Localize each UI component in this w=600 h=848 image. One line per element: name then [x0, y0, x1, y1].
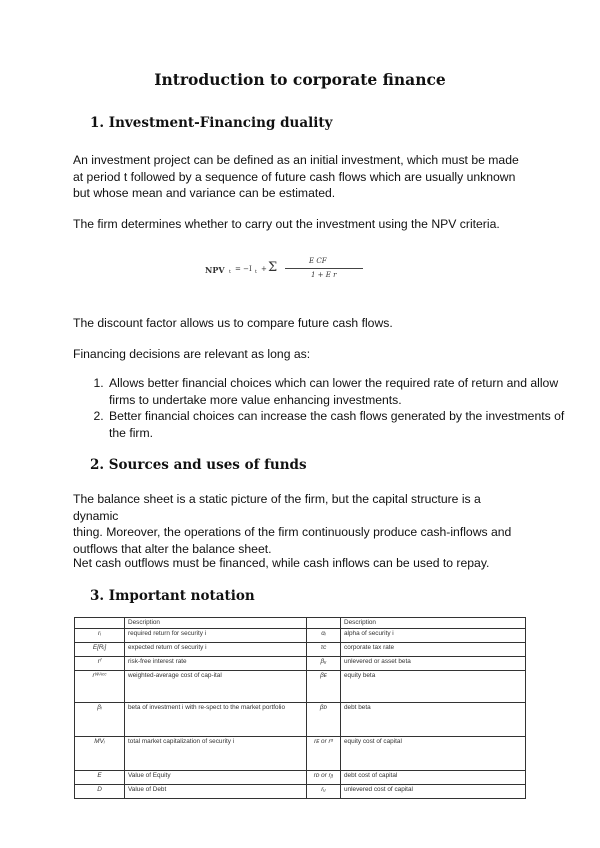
symbol-cell: αᵢ: [307, 629, 341, 643]
description-cell: equity beta: [341, 671, 526, 703]
text-line: at period t followed by a sequence of future cash flows which are usually unknown: [73, 169, 516, 184]
financing-decisions-list: [73, 375, 567, 441]
description-cell: corporate tax rate: [341, 643, 526, 657]
symbol-cell: E: [75, 771, 125, 785]
section-2-paragraph-2: Net cash outflows must be financed, while cash inflows can be used to repay.: [73, 556, 490, 570]
symbol-cell: MVᵢ: [75, 737, 125, 771]
description-cell: Value of Equity: [125, 771, 307, 785]
table-row: [75, 785, 526, 799]
table-row: [75, 629, 526, 643]
symbol-cell: rᵂᴬᶜᶜ: [75, 671, 125, 703]
formula-sum: Σ: [268, 260, 278, 275]
text-line: An investment project can be defined as an initial investment, which must be made: [73, 153, 519, 167]
formula-lhs: NPV: [205, 265, 225, 275]
text-line: but whose mean and variance can be estimated.: [73, 186, 336, 200]
text-line: outflows that alter the balance sheet.: [73, 541, 272, 556]
section-3-heading: 3. Important notation: [90, 588, 255, 604]
description-cell: total market capitalization of security i: [125, 737, 307, 771]
table-header-cell: Description: [125, 618, 307, 629]
symbol-cell: rᴅ or rᵦ: [307, 771, 341, 785]
description-cell: Value of Debt: [125, 785, 307, 799]
formula-denominator: 1 + E r: [311, 271, 337, 279]
table-row: [75, 643, 526, 657]
table-row: [75, 671, 526, 703]
description-cell: expected return of security i: [125, 643, 307, 657]
text-line: thing. Moreover, the operations of the firm continuously produce cash-inflows and: [73, 525, 512, 539]
description-cell: debt cost of capital: [341, 771, 526, 785]
symbol-cell: rᶠ: [75, 657, 125, 671]
description-cell: unlevered or asset beta: [341, 657, 526, 671]
symbol-cell: βᵢ: [75, 703, 125, 737]
section-1-paragraph-2: The firm determines whether to carry out the investment using the NPV criteria.: [73, 217, 500, 231]
npv-formula: [205, 255, 365, 287]
description-cell: alpha of security i: [341, 629, 526, 643]
description-cell: unlevered cost of capital: [341, 785, 526, 799]
page-title: Introduction to corporate finance: [154, 70, 446, 89]
formula-plus: +: [261, 265, 267, 273]
formula-numerator: E CF: [309, 257, 327, 265]
notation-table: [74, 617, 526, 799]
description-cell: beta of investment i with re-spect to the market portfolio: [125, 703, 307, 737]
description-cell: risk-free interest rate: [125, 657, 307, 671]
section-1-paragraph-1: [73, 152, 528, 202]
table-row: [75, 737, 526, 771]
formula-fraction-line: [285, 268, 363, 269]
section-1-heading: 1. Investment-Financing duality: [90, 115, 333, 131]
text-line: The balance sheet is a static picture of the firm, but the capital structure is a dynamic: [73, 492, 481, 523]
symbol-cell: E[Rᵢ]: [75, 643, 125, 657]
section-1-paragraph-3: The discount factor allows us to compare future cash flows.: [73, 316, 393, 330]
formula-eq-sub: t: [255, 269, 258, 275]
description-cell: debt beta: [341, 703, 526, 737]
table-row: [75, 657, 526, 671]
table-header-cell: [75, 618, 125, 629]
symbol-cell: βᵤ: [307, 657, 341, 671]
table-header-cell: [307, 618, 341, 629]
description-cell: equity cost of capital: [341, 737, 526, 771]
symbol-cell: rᵤ: [307, 785, 341, 799]
description-cell: required return for security i: [125, 629, 307, 643]
list-item: 2. Better financial choices can increase the cash flows generated by the investments of the firm.: [107, 408, 567, 441]
symbol-cell: τc: [307, 643, 341, 657]
formula-lhs-sub: t: [229, 269, 232, 275]
symbol-cell: D: [75, 785, 125, 799]
table-row: [75, 703, 526, 737]
symbol-cell: rᵢ: [75, 629, 125, 643]
symbol-cell: rᴇ or rᵅ: [307, 737, 341, 771]
description-cell: weighted-average cost of cap-ital: [125, 671, 307, 703]
section-2-heading: 2. Sources and uses of funds: [90, 457, 307, 473]
formula-eq: = −I: [235, 265, 252, 273]
table-row: [75, 771, 526, 785]
table-header-cell: Description: [341, 618, 526, 629]
section-2-paragraph-1: [73, 491, 528, 557]
list-item: 1. Allows better financial choices which can lower the required rate of return and allow firms to undertake more value enhancing investments.: [107, 375, 567, 408]
symbol-cell: βᴅ: [307, 703, 341, 737]
table-header-row: [75, 618, 526, 629]
symbol-cell: βᴇ: [307, 671, 341, 703]
section-1-paragraph-4: Financing decisions are relevant as long as:: [73, 347, 311, 361]
